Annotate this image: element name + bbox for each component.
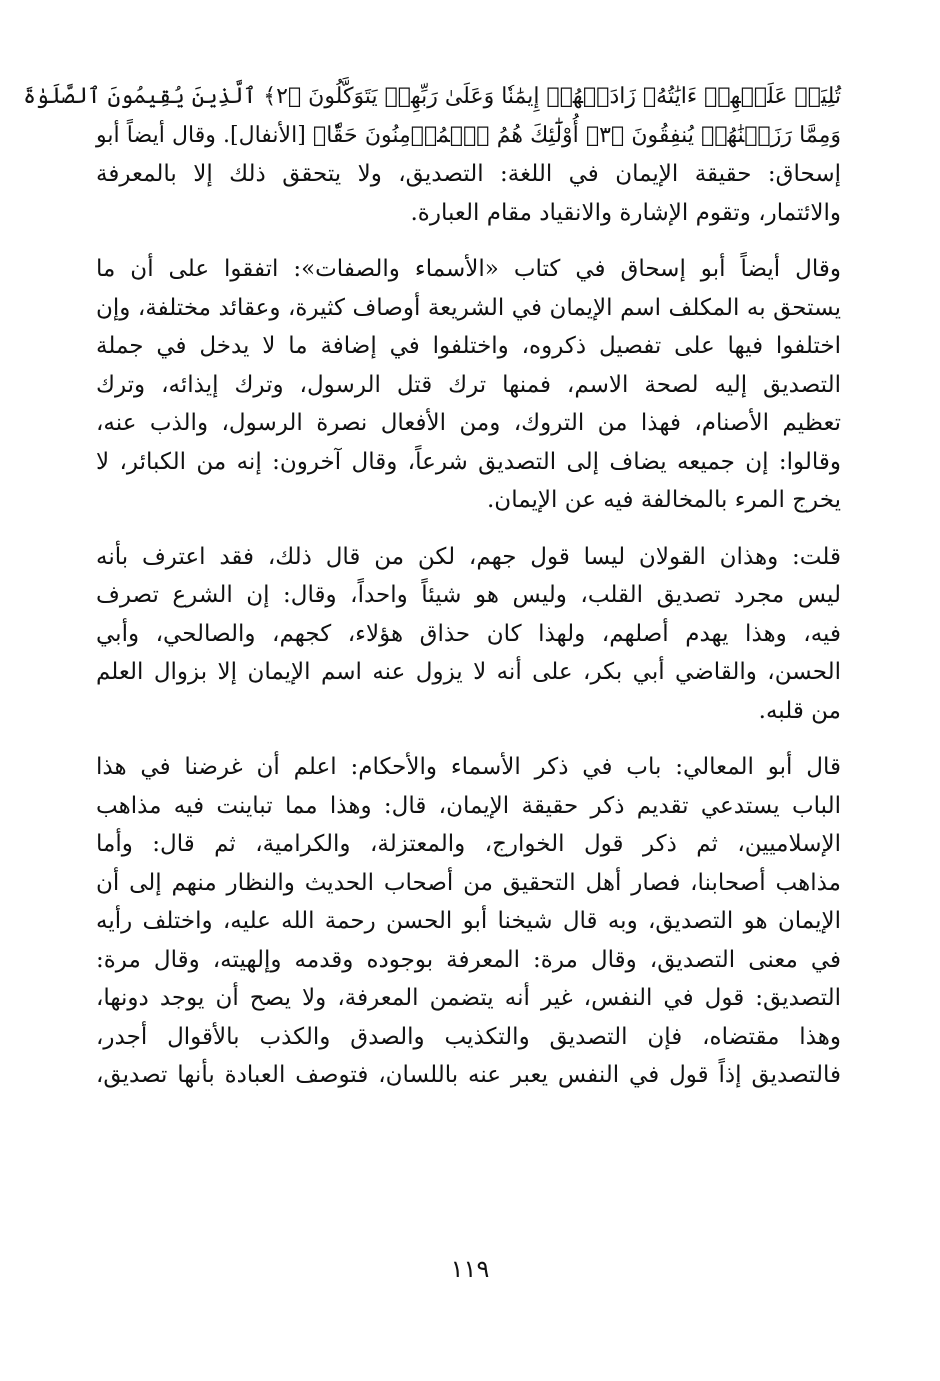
page-number: ١١٩ xyxy=(450,1255,490,1283)
text-line: تعظيم الأصنام، فهذا من التروك، ومن الأفعال نصرة الرسول، والذب عنه، xyxy=(96,410,841,436)
text-line: الحسن، والقاضي أبي بكر، على أنه لا يزول عنه اسم الإيمان إلا بزوال العلم xyxy=(96,659,841,685)
text-line: يستحق به المكلف اسم الإيمان في الشريعة أوصاف كثيرة، وعقائد مختلفة، وإن xyxy=(96,294,841,321)
text-line: وقالوا: إن جميعه يضاف إلى التصديق شرعاً، وقال آخرون: إنه من الكبائر، لا xyxy=(96,448,841,475)
text-line: يخرج المرء بالمخالفة فيه عن الإيمان. xyxy=(487,487,841,513)
text-line: تُلِيَتۡ عَلَيۡهِمۡ ءَايَٰتُهُۥ زَادَتۡهُمۡ إِيمَٰنٗا وَعَلَىٰ رَبِّهِمۡ يَتَوَكَّلُونَ ﴿٢﴾ ٱلَّذِينَ يُقِيمُونَ ٱلصَّلَوٰةَ xyxy=(23,84,841,109)
paragraph-1 xyxy=(23,78,842,232)
text-line: من قلبه. xyxy=(758,697,841,724)
book-page xyxy=(23,78,842,1113)
text-line: الإيمان هو التصديق، وبه قال شيخنا أبو الحسن رحمة الله عليه، واختلف رأيه xyxy=(96,908,841,934)
text-line: اختلفوا فيها على تفصيل ذكروه، واختلفوا في إضافة ما لا يدخل في جملة xyxy=(96,333,841,359)
text-line: في معنى التصديق، وقال مرة: المعرفة بوجوده وقدمه وإلهيته، وقال مرة: xyxy=(96,946,841,973)
text-line: قال أبو المعالي: باب في ذكر الأسماء والأحكام: اعلم أن غرضنا في هذا xyxy=(96,754,841,780)
text-line: فيه، وهذا يهدم أصلهم، ولهذا كان حذاق هؤلاء، كجهم، والصالحي، وأبي xyxy=(96,620,841,647)
text-line: وهذا مقتضاه، فإن التصديق والتكذيب والصدق والكذب بالأقوال أجدر، xyxy=(96,1023,841,1050)
paragraph-3 xyxy=(96,538,841,731)
paragraph-4 xyxy=(96,748,841,1095)
text-line: ليس مجرد تصديق القلب، وليس هو شيئاً واحداً، وقال: إن الشرع تصرف xyxy=(96,582,841,608)
text-line: إسحاق: حقيقة الإيمان في اللغة: التصديق، ولا يتحقق ذلك إلا بالمعرفة xyxy=(96,161,841,187)
text-line: وقال أيضاً أبو إسحاق في كتاب «الأسماء والصفات»: اتفقوا على أن ما xyxy=(96,256,841,282)
paragraph-2 xyxy=(96,250,841,520)
text-line: الإسلاميين، ثم ذكر قول الخوارج، والمعتزلة، والكرامية، ثم قال: وأما xyxy=(96,831,842,857)
text-line: الباب يستدعي تقديم ذكر حقيقة الإيمان، قال: وهذا مما تباينت فيه مذاهب xyxy=(96,792,841,819)
text-line: فالتصديق إذاً قول في النفس يعبر عنه باللسان، فتوصف العبادة بأنها تصديق، xyxy=(96,1062,841,1088)
text-line: التصديق: قول في النفس، غير أنه يتضمن المعرفة، ولا يصح أن يوجد دونها، xyxy=(96,985,841,1011)
text-line: والائتمار، وتقوم الإشارة والانقياد مقام العبارة. xyxy=(410,199,841,226)
text-line: التصديق إليه لصحة الاسم، فمنها ترك قتل الرسول، وترك إيذائه، وترك xyxy=(96,371,841,398)
text-line: قلت: وهذان القولان ليسا قول جهم، لكن من قال ذلك، فقد اعترف بأنه xyxy=(96,543,841,570)
text-line: وَمِمَّا رَزَقۡنَٰهُمۡ يُنفِقُونَ ﴿٣﴾ أُوْلَٰٓئِكَ هُمُ ٱلۡمُؤۡمِنُونَ حَقّٗا﴾ [الأنفال]. وقال أيضاً أبو xyxy=(96,122,842,148)
text-line: مذاهب أصحابنا، فصار أهل التحقيق من أصحاب الحديث والنظار منهم إلى أن xyxy=(96,869,841,896)
